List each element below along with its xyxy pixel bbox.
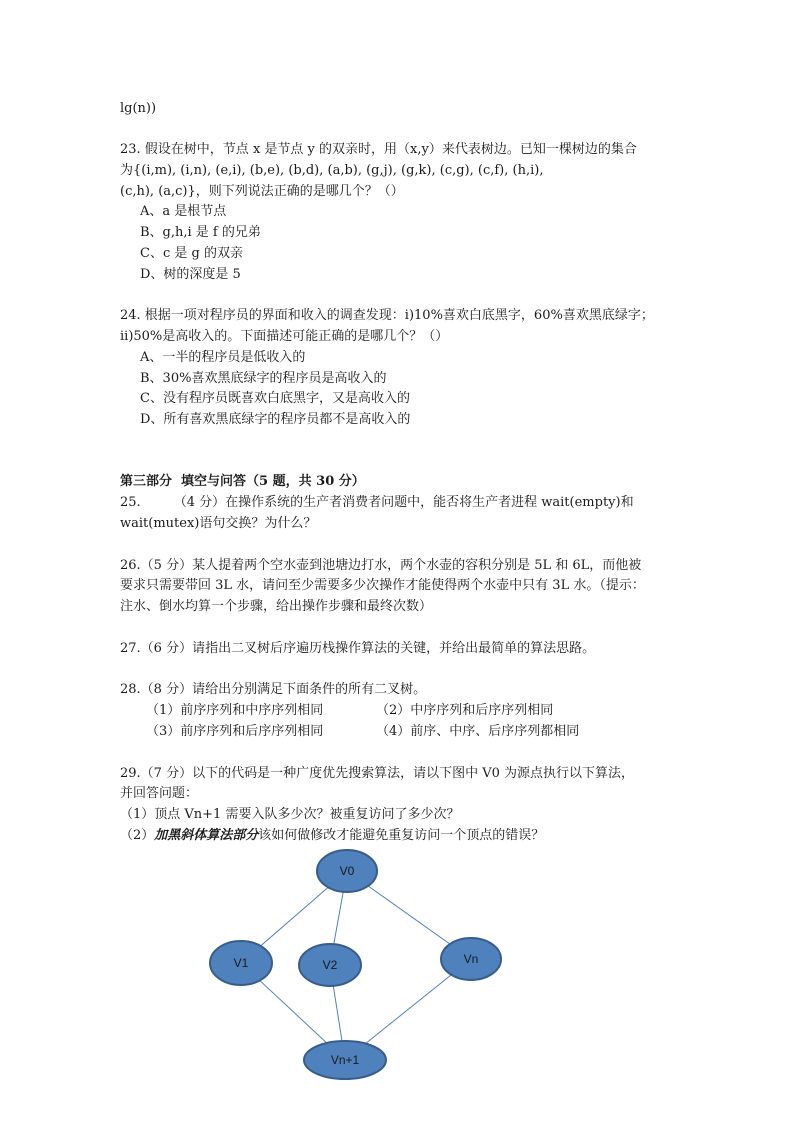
q29-sub-2-prefix: （2） (120, 828, 155, 843)
q28-condition-3: （3）前序序列和后序序列相同 (146, 724, 324, 739)
q28-condition-4: （4）前序、中序、后序序列都相同 (376, 724, 580, 739)
q24-line-1: 24. 根据一项对程序员的界面和收入的调查发现：i)10%喜欢白底黑字，60%喜欢黑底绿字； (120, 308, 654, 323)
q23-option-b: B、g,h,i 是 f 的兄弟 (140, 225, 261, 240)
q24-line-2: ii)50%是高收入的。下面描述可能正确的是哪几个？（） (120, 329, 449, 344)
node-vn (441, 938, 501, 980)
node-vn1 (304, 1041, 386, 1079)
q25-line-2: wait(mutex)语句交换？为什么？ (120, 516, 317, 531)
q24-option-d: D、所有喜欢黑底绿字的程序员都不是高收入的 (140, 412, 411, 427)
node-v0-label: V0 (339, 864, 355, 878)
q23-option-a: A、a 是根节点 (140, 204, 227, 219)
q23-option-c: C、c 是 g 的双亲 (140, 246, 243, 261)
node-v2-label: V2 (322, 958, 338, 972)
node-vn-label: Vn (463, 952, 479, 966)
q26-line-3: 注水、倒水均算一个步骤，给出操作步骤和最终次数） (120, 599, 433, 614)
q23-option-d: D、树的深度是 5 (140, 267, 241, 282)
q24-option-c: C、没有程序员既喜欢白底黑字，又是高收入的 (140, 391, 410, 406)
q29-sub-2-emphasis: 加黑斜体算法部分 (154, 828, 259, 843)
q28-line-1: 28.（8 分）请给出分别满足下面条件的所有二叉树。 (120, 682, 427, 697)
q28-condition-2: （2）中序序列和后序序列相同 (376, 703, 554, 718)
q24-option-b: B、30%喜欢黑底绿字的程序员是高收入的 (140, 371, 387, 386)
node-vn1-label: Vn+1 (330, 1053, 360, 1067)
q24-option-a: A、一半的程序员是低收入的 (140, 350, 306, 365)
node-v1-label: V1 (233, 956, 249, 970)
q29-sub-2-rest: 该如何做修改才能避免重复访问一个顶点的错误？ (258, 828, 545, 843)
node-v2 (299, 944, 361, 986)
q23-line-2: 为{(i,m), (i,n), (e,i), (b,e), (b,d), (a,b), (g,j), (g,k), (c,g), (c,f), (h,i), (120, 163, 544, 178)
node-v1 (210, 941, 272, 985)
q29-line-1: 29.（7 分）以下的代码是一种广度优先搜索算法，请以下图中 V0 为源点执行以下算法， (120, 766, 635, 781)
q26-line-2: 要求只需要带回 3L 水，请问至少需要多少次操作才能使得两个水壶中只有 3L 水。（提示： (120, 578, 645, 593)
q25-line-1: 25. （4 分）在操作系统的生产者消费者问题中，能否将生产者进程 wait(empty)和 (120, 495, 634, 510)
q29-line-2: 并回答问题： (120, 786, 199, 801)
q29-sub-1: （1）顶点 Vn+1 需要入队多少次？被重复访问了多少次？ (120, 807, 460, 822)
q23-line-3: (c,h), (a,c)}，则下列说法正确的是哪几个？（） (120, 184, 404, 199)
q26-line-1: 26.（5 分）某人提着两个空水壶到池塘边打水，两个水壶的容积分别是 5L 和 6L，而他被 (120, 558, 642, 573)
q28-condition-1: （1）前序序列和中序序列相同 (146, 703, 324, 718)
graph-nodes (210, 850, 501, 1079)
node-v0 (317, 850, 377, 892)
q27-line-1: 27.（6 分）请指出二叉树后序遍历栈操作算法的关键，并给出最简单的算法思路。 (120, 641, 596, 656)
section-heading: 第三部分 填空与问答（5 题，共 30 分） (120, 474, 365, 489)
continued-text: lg(n)) (120, 101, 157, 116)
bfs-graph-diagram (200, 838, 520, 1083)
q23-line-1: 23. 假设在树中，节点 x 是节点 y 的双亲时，用（x,y）来代表树边。已知一棵树边的集合 (120, 142, 637, 157)
